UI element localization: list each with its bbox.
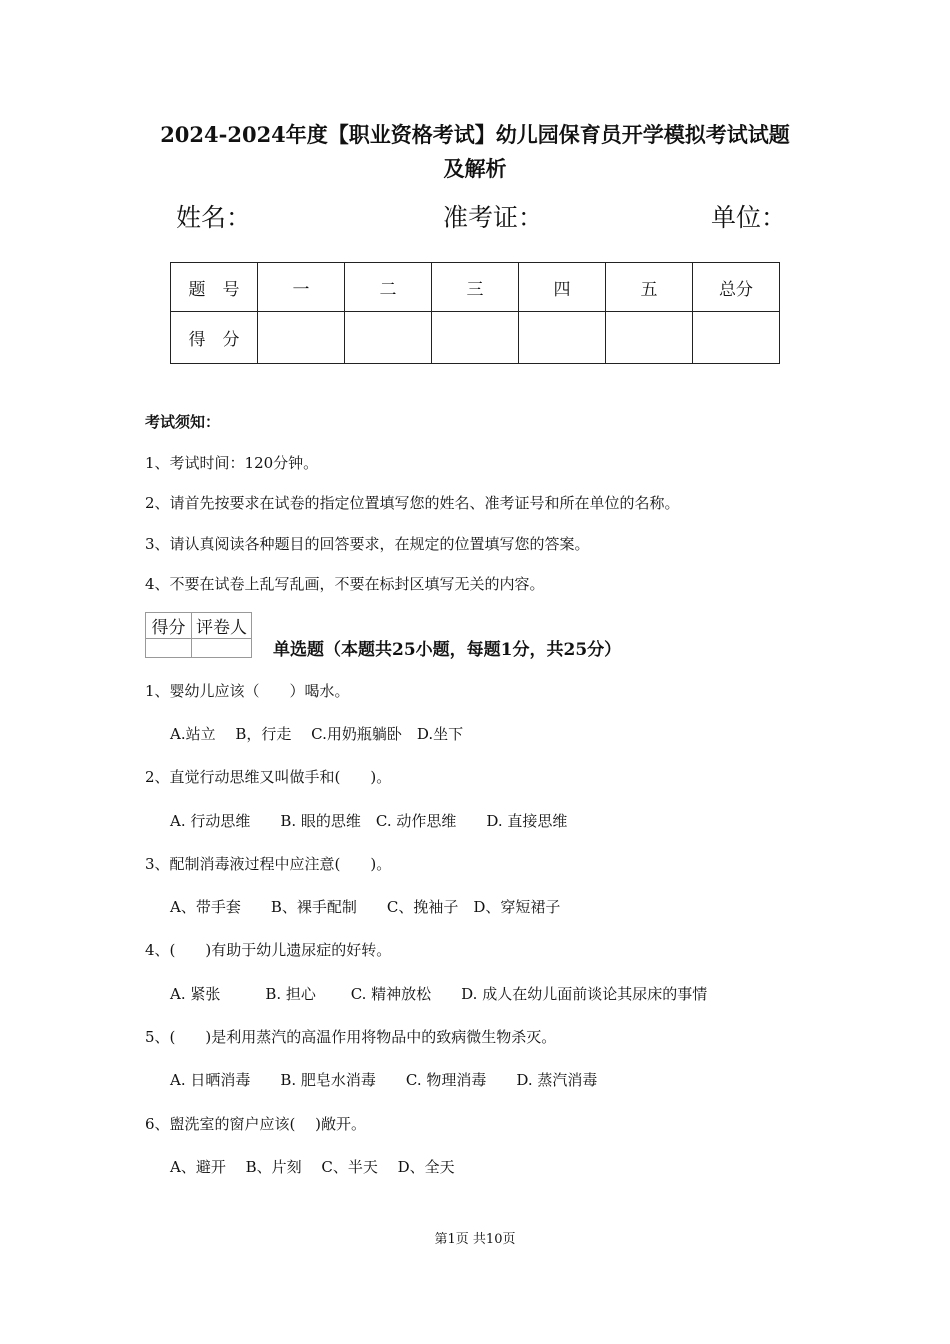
question-options: A. 日晒消毒 B. 肥皂水消毒 C. 物理消毒 D. 蒸汽消毒	[170, 1071, 598, 1089]
score-cell[interactable]	[345, 312, 432, 364]
score-row-header: 得 分	[171, 312, 258, 364]
score-column-header: 四	[519, 263, 606, 312]
grader-reviewer-label: 评卷人	[192, 613, 252, 639]
section-title: 单选题（本题共25小题，每题1分，共25分）	[273, 640, 622, 660]
unit-label: 单位：	[711, 203, 787, 232]
notice-title: 考试须知：	[145, 413, 221, 431]
score-header-row	[171, 263, 780, 312]
page-footer: 第1页 共10页	[434, 1232, 516, 1247]
score-cell[interactable]	[606, 312, 693, 364]
notice-item: 2、请首先按要求在试卷的指定位置填写您的姓名、准考证号和所在单位的名称。	[145, 494, 680, 512]
exam-title-line1: 2024-2024年度【职业资格考试】幼儿园保育员开学模拟考试试题	[160, 122, 790, 147]
score-cell[interactable]	[258, 312, 345, 364]
question-stem: 6、盥洗室的窗户应该( )敞开。	[145, 1115, 367, 1133]
score-column-header: 五	[606, 263, 693, 312]
score-row-header: 题 号	[171, 263, 258, 312]
question-options: A、避开 B、片刻 C、半天 D、全天	[170, 1158, 455, 1176]
question-options: A. 紧张 B. 担心 C. 精神放松 D. 成人在幼儿面前谈论其尿床的事情	[170, 985, 708, 1003]
exam-title-line2: 及解析	[443, 156, 507, 181]
score-value-row	[171, 312, 780, 364]
grader-table	[145, 612, 252, 658]
notice-item: 3、请认真阅读各种题目的回答要求，在规定的位置填写您的答案。	[145, 535, 590, 553]
question-options: A.站立 B，行走 C.用奶瓶躺卧 D.坐下	[170, 725, 464, 743]
score-cell[interactable]	[693, 312, 780, 364]
question-stem: 4、( )有助于幼儿遗尿症的好转。	[145, 941, 392, 959]
grader-score-cell[interactable]	[146, 639, 192, 658]
grader-score-label: 得分	[146, 613, 192, 639]
exam-id-label: 准考证：	[443, 203, 544, 232]
notice-item: 1、考试时间：120分钟。	[145, 454, 319, 472]
score-column-header: 一	[258, 263, 345, 312]
question-stem: 3、配制消毒液过程中应注意( )。	[145, 855, 392, 873]
score-cell[interactable]	[519, 312, 606, 364]
question-options: A. 行动思维 B. 眼的思维 C. 动作思维 D. 直接思维	[170, 812, 568, 830]
score-cell[interactable]	[432, 312, 519, 364]
score-column-header: 三	[432, 263, 519, 312]
score-table	[170, 262, 780, 364]
question-stem: 1、婴幼儿应该（ ）喝水。	[145, 682, 350, 700]
score-column-header: 二	[345, 263, 432, 312]
grader-reviewer-cell[interactable]	[192, 639, 252, 658]
question-stem: 2、直觉行动思维又叫做手和( )。	[145, 768, 392, 786]
question-options: A、带手套 B、裸手配制 C、挽袖子 D、穿短裙子	[170, 898, 561, 916]
score-column-header: 总分	[693, 263, 780, 312]
notice-item: 4、不要在试卷上乱写乱画，不要在标封区填写无关的内容。	[145, 575, 545, 593]
name-label: 姓名：	[176, 203, 252, 232]
question-stem: 5、( )是利用蒸汽的高温作用将物品中的致病微生物杀灭。	[145, 1028, 557, 1046]
